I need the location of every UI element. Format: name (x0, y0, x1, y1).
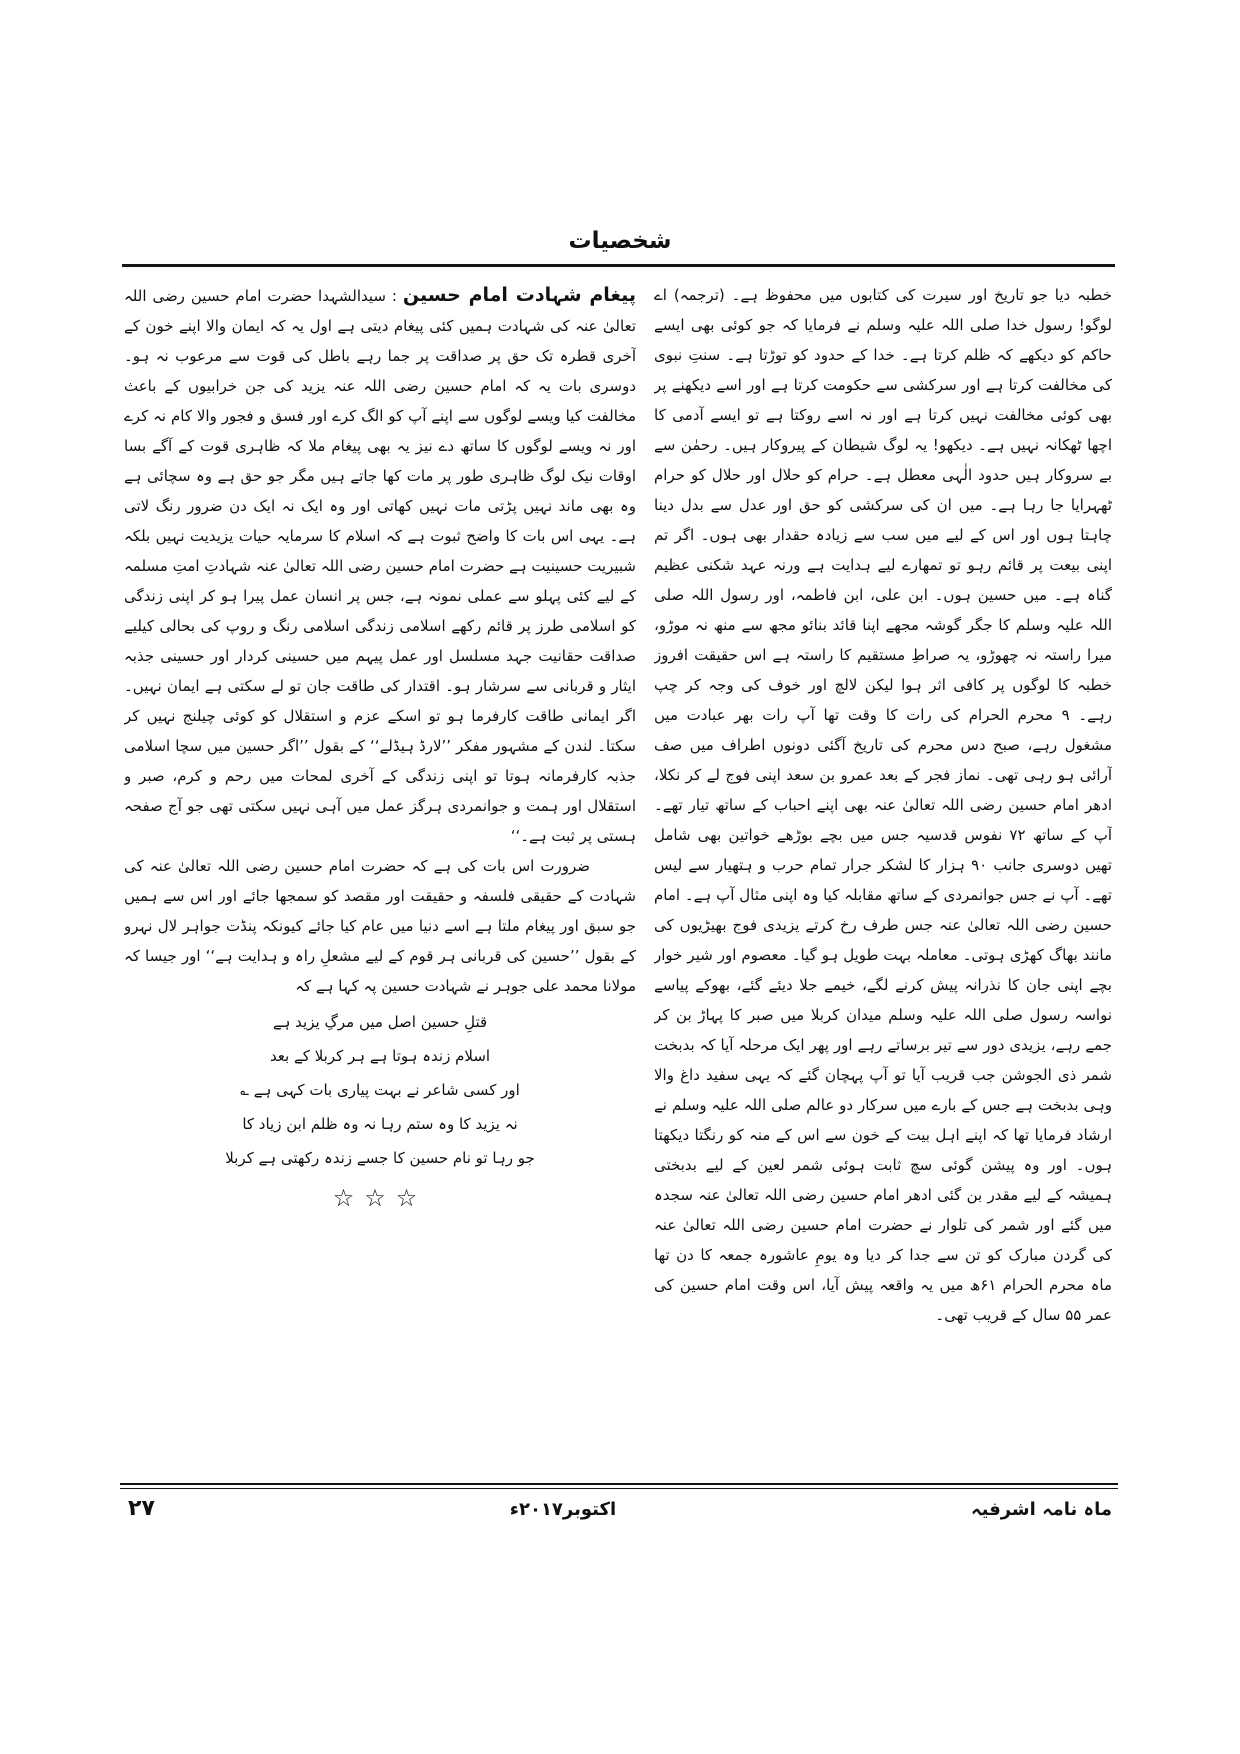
footer-magazine-name: ماہ نامہ اشرفیہ (971, 1499, 1112, 1520)
page-footer (128, 1496, 1112, 1521)
footer-rule (120, 1483, 1118, 1489)
header-rule (122, 264, 1115, 267)
end-stars-ornament: ☆☆☆ (332, 1184, 428, 1212)
poetry-line-4: جو رہا تو نام حسین کا جسے زندہ رکھتی ہے کربلا (225, 1149, 535, 1167)
article-body-1: سیدالشہدا حضرت امام حسین رضی اللہ تعالیٰ عنہ کی شہادت ہمیں کئی پیغام دیتی ہے اول یہ کہ ایمان والا اپنے خون کے آخری قطرہ تک حق پر صداقت پر جما رہے باطل کی قوت سے مرعوب نہ ہو۔ دوسری بات یہ کہ امام حسین رضی اللہ عنہ یزید کی جن خرابیوں کے باعث مخالفت کیا ویسے لوگوں سے اپنے آپ کو الگ کرے اور فسق و فجور والا کام نہ کرے اور نہ ویسے لوگوں کا ساتھ دے نیز یہ بھی پیغام ملا کہ ظاہری قوت کے آگے بسا اوقات نیک لوگ ظاہری طور پر مات کھا جاتے ہیں مگر جو حق ہے وہ سچائی ہے وہ بھی ماند نہیں پڑتی مات نہیں کھاتی اور وہ ایک نہ ایک دن ضرور رنگ لاتی ہے۔ یہی اس بات کا واضح ثبوت ہے کہ اسلام کا سرمایہ حیات یزیدیت نہیں بلکہ شبیریت حسینیت ہے حضرت امام حسین رضی اللہ تعالیٰ عنہ شہادتِ امتِ مسلمہ کے لیے کئی پہلو سے عملی نمونہ ہے، جس پر انسان عمل پیرا ہو کر اپنی زندگی کو اسلامی طرز پر قائم رکھے اسلامی زندگی اسلامی رنگ و روپ کی بحالی کیلیے صداقت حقانیت جہد مسلسل اور عمل پیہم میں حسینی کردار اور حسینی جذبہ ایثار و قربانی سے سرشار ہو۔ اقتدار کی طاقت جان تو لے سکتی ہے ایمان نہیں۔ اگر ایمانی طاقت کارفرما ہو تو اسکے عزم و استقلال کو کوئی چیلنج نہیں کر سکتا۔ لندن کے مشہور مفکر ’’لارڈ ہیڈلے‘‘ کے بقول ’’اگر حسین میں سچا اسلامی جذبہ کارفرمانہ ہوتا تو اپنی زندگی کے آخری لمحات میں رحم و کرم، صبر و استقلال اور ہمت و جوانمردی ہرگز عمل میں آہی نہیں سکتی تھی جو آج صفحہ ہستی پر ثبت ہے۔‘‘ (124, 287, 636, 845)
poetry-line-2: اسلام زندہ ہوتا ہے ہر کربلا کے بعد (269, 1047, 491, 1065)
footer-issue-date: اکتوبر۲۰۱۷ء (509, 1499, 617, 1520)
column-left (124, 280, 636, 1213)
article-columns (124, 280, 1112, 1330)
poetry-line-1: قتلِ حسین اصل میں مرگِ یزید ہے (272, 1013, 488, 1031)
footer-page-number: ۲۷ (128, 1496, 155, 1521)
column-right (654, 280, 1112, 1330)
left-column-paragraph-2: ضرورت اس بات کی ہے کہ حضرت امام حسین رضی اللہ تعالیٰ عنہ کی شہادت کے حقیقی فلسفہ و حقیقت اور مقصد کو سمجھا جائے اور اس سے ہمیں جو سبق اور پیغام ملتا ہے اسے دنیا میں عام کیا جائے کیونکہ پنڈت جواہر لال نہرو کے بقول ’’حسین کی قربانی ہر قوم کے لیے مشعلِ راہ و ہدایت ہے‘‘ اور جیسا کہ مولانا محمد علی جوہر نے شہادت حسین پہ کہا ہے کہ (124, 857, 636, 995)
article-title-colon: : (385, 287, 403, 305)
poetry-block (124, 1005, 636, 1213)
article-title: پیغام شہادت امام حسین (402, 284, 636, 306)
poetry-line-3: نہ یزید کا وہ ستم رہا نہ وہ ظلم ابن زیاد کا (242, 1115, 518, 1133)
section-header-title: شخصیات (568, 228, 672, 254)
left-column-paragraph-1 (124, 280, 636, 851)
right-column-paragraph: خطبہ دیا جو تاریخ اور سیرت کی کتابوں میں محفوظ ہے۔ (ترجمہ) اے لوگو! رسول خدا صلی اللہ علیہ وسلم نے فرمایا کہ جو کوئی بھی ایسے حاکم کو دیکھے کہ ظلم کرتا ہے۔ خدا کے حدود کو توڑتا ہے۔ سنتِ نبوی کی مخالفت کرتا ہے اور سرکشی سے حکومت کرتا ہے اور اسے دیکھنے پر بھی کوئی مخالفت نہیں کرتا ہے اور نہ اسے روکتا ہے تو ایسے آدمی کا اچھا ٹھکانہ نہیں ہے۔ دیکھو! یہ لوگ شیطان کے پیروکار ہیں۔ رحمٰن سے بے سروکار ہیں حدود الٰہی معطل ہے۔ حرام کو حلال اور حلال کو حرام ٹھہرایا جا رہا ہے۔ میں ان کی سرکشی کو حق اور عدل سے بدل دینا چاہتا ہوں اور اس کے لیے میں سب سے زیادہ حقدار بھی ہوں۔ اگر تم اپنی بیعت پر قائم رہو تو تمھارے لیے ہدایت ہے ورنہ عہد شکنی عظیم گناہ ہے۔ میں حسین ہوں۔ ابن علی، ابن فاطمہ، اور رسول اللہ صلی اللہ علیہ وسلم کا جگر گوشہ مجھے اپنا قائد بنائو مجھ سے منھ نہ موڑو، میرا راستہ نہ چھوڑو، یہ صراطِ مستقیم کا راستہ ہے اس حقیقت افروز خطبہ کا لوگوں پر کافی اثر ہوا لیکن لالچ اور خوف کی وجہ کر چپ رہے۔ ۹ محرم الحرام کی رات کا وقت تھا آپ رات بھر عبادت میں مشغول رہے، صبح دس محرم کی تاریخ آگئی دونوں اطراف میں صف آرائی ہو رہی تھی۔ نماز فجر کے بعد عمرو بن سعد اپنی فوج لے کر نکلا، ادھر امام حسین رضی اللہ تعالیٰ عنہ بھی اپنے احباب کے ساتھ تیار تھے۔ آپ کے ساتھ ۷۲ نفوس قدسیہ جس میں بچے بوڑھے خواتین بھی شامل تھیں دوسری جانب ۹۰ ہزار کا لشکر جرار تمام حرب و ہتھیار سے لیس تھے۔ آپ نے جس جوانمردی کے ساتھ مقابلہ کیا وہ اپنی مثال آپ ہے۔ امام حسین رضی اللہ تعالیٰ عنہ جس طرف رخ کرتے یزیدی فوج بھیڑیوں کی مانند بھاگ کھڑی ہوتی۔ معاملہ بہت طویل ہو گیا۔ معصوم اور شیر خوار بچے اپنی جان کا نذرانہ پیش کرنے لگے، خیمے جلا دیئے گئے، بھوکے پیاسے نواسہ رسول صلی اللہ علیہ وسلم میدان کربلا میں صبر کا پہاڑ بن کر جمے رہے، یزیدی دور سے تیر برساتے رہے اور پھر ایک مرحلہ آیا کہ بدبخت شمر ذی الجوشن جب قریب آیا تو آپ پہچان گئے کہ یہی سفید داغ والا وہی بدبخت ہے جس کے بارے میں سرکار دو عالم صلی اللہ علیہ وسلم نے ارشاد فرمایا تھا کہ اپنے اہل بیت کے خون سے اس کے منہ کو رنگتا دیکھتا ہوں۔ اور وہ پیشن گوئی سچ ثابت ہوئی شمر لعین کے لیے بدبختی ہمیشہ کے لیے مقدر بن گئی ادھر امام حسین رضی اللہ تعالیٰ عنہ سجدہ میں گئے اور شمر کی تلوار نے حضرت امام حسین رضی اللہ تعالیٰ عنہ کی گردن مبارک کو تن سے جدا کر دیا وہ یومِ عاشورہ جمعہ کا دن تھا ماہ محرم الحرام ۶۱ھ میں یہ واقعہ پیش آیا، اس وقت امام حسین کی عمر ۵۵ سال کے قریب تھی۔ (654, 286, 1112, 1324)
poetry-intro-line: اور کسی شاعر نے بہت پیاری بات کہی ہے ؎ (240, 1081, 520, 1099)
